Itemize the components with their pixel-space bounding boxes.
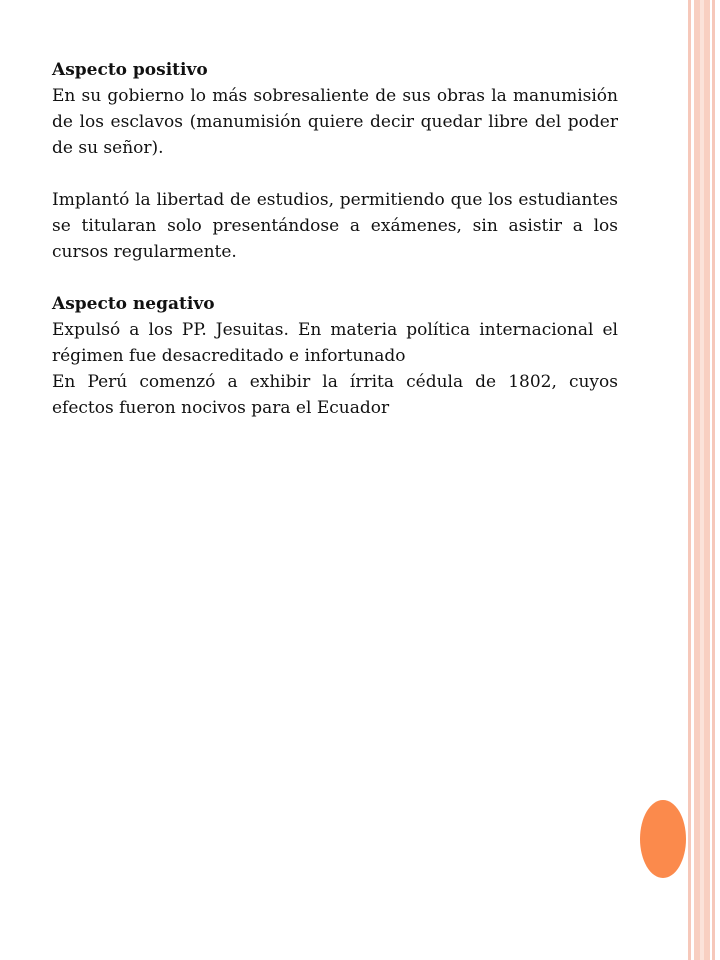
paragraph-spacer bbox=[52, 265, 618, 291]
slide-body bbox=[52, 57, 618, 421]
positive-aspect-paragraph: Implantó la libertad de estudios, permitiendo que los estudiantes se titularan solo presentándose a exámenes, sin asistir a los cursos regularmente. bbox=[52, 190, 618, 262]
positive-aspect-paragraph: En su gobierno lo más sobresaliente de sus obras la manumisión de los esclavos (manumisión quiere decir quedar libre del poder de su señor). bbox=[52, 86, 618, 158]
negative-aspect-heading: Aspecto negativo bbox=[52, 294, 215, 314]
right-border-stripe bbox=[688, 0, 691, 960]
negative-aspect-paragraph: En Perú comenzó a exhibir la írrita cédula de 1802, cuyos efectos fueron nocivos para el Ecuador bbox=[52, 372, 618, 418]
paragraph-spacer bbox=[52, 161, 618, 187]
positive-aspect-heading: Aspecto positivo bbox=[52, 60, 208, 80]
negative-aspect-paragraph: Expulsó a los PP. Jesuitas. En materia política internacional el régimen fue desacreditado e infortunado bbox=[52, 320, 618, 366]
decorative-orange-oval bbox=[640, 800, 686, 878]
right-border-stripe bbox=[712, 0, 715, 960]
